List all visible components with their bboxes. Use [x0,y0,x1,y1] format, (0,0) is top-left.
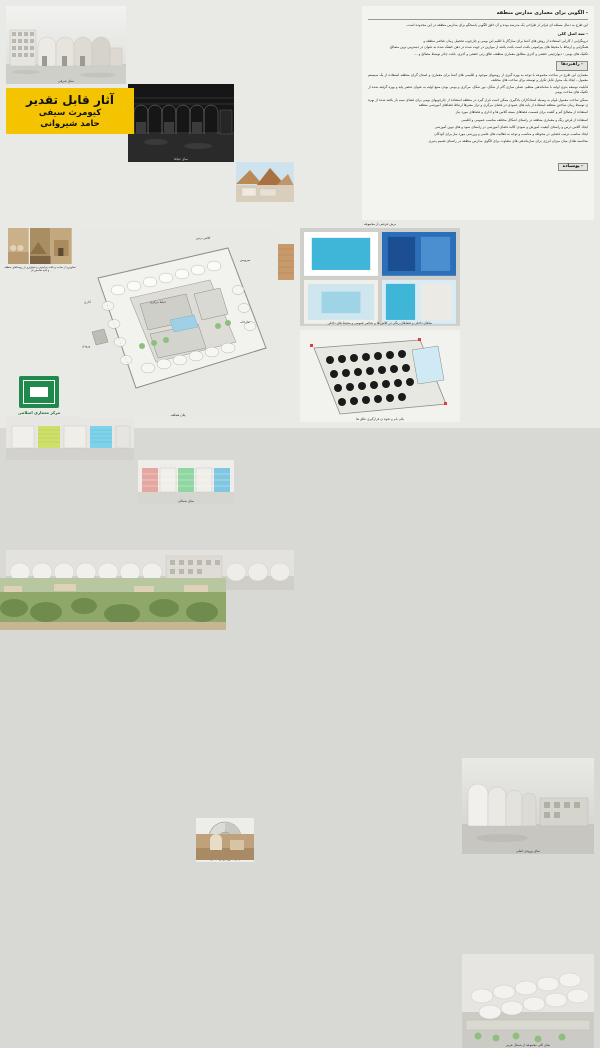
organization-logo [8,368,70,422]
caption-roof-plan: پلان بام و نحوه ی قرارگیری طاق ها [356,417,404,421]
site-photo-3 [51,228,72,264]
plan-label-service: سرویس [240,258,251,262]
site-photo-2 [30,228,51,264]
photo-interior-detail [196,834,254,860]
site-photo-strip [8,228,72,264]
section-heading-principles: - سه اصل کلی [557,31,588,37]
strategy-p-6: ایجاد کلاس درس و راستای کیفیت آموزش و نمودی کالبد فضای آموزشی در راستای نمود و های نوین آموزشی [434,124,588,129]
render-colored-louvers [6,416,134,460]
color-cell-2 [382,232,456,276]
caption-section: برش عرضی از مجموعه [364,222,396,226]
strategy-p-2: قابلیت توسعه بدون اولیه با ساماندهی منظم، عملی سازی گام از شکل، نور شکل، مرکزی و بومی بودن منبع اولیه به عنوان عنصر پایه و بهره گرفته شده از تکنیک های ساخت بومی [368,85,588,95]
caption-overall-northwest: نمای کلی مجموعه از شمال غربی [505,1043,551,1047]
caption-north-elevation: نمای شمالی [177,499,195,503]
principle-item-1: درونگرایی / کارایی استفاده از روش های آشنا برای سازگار با اقلیم این بومی و چارچوب تحصیل زمان عناصر منطقه و [423,39,588,44]
logo-caption: مرکز معماری اسلامی [17,409,61,415]
color-cell-3 [304,280,378,324]
render-courtyard-night [128,84,234,162]
section-heading-pushideh: - پوشیاده [558,163,588,171]
plan-label-admin: اداری [84,300,91,304]
strategy-p-1: معماری این طرح در ساحت مجموعه با توجه به بهره گیری از روشهای موجود و اقلیمی های آشنا برای معماری و استان گران منطقه استفاده از یک سیستم معمول ، ایجاد یک مدول قابل تکرار و توسعه برای ساخت های مختلف [368,72,588,82]
principle-item-2: همگرایی و ارتباط با محیط های پیرامونی بافت است بافت یافته از موازین در جهت شده در ذهن خشک شده به عنوان در دسترس ترین مصالح [390,45,588,50]
roof-plan [300,330,460,422]
color-cell-4 [382,280,456,324]
strategy-p-4: استفاده از مصالح کم و کشت برای قسمت فضاهای بسته کلاس ها و اداری و فضاهای مورد نیاز [455,110,588,115]
color-cell-1 [304,232,378,276]
principle-item-3: تکنیک های بومی : دیوارچینی خشتی و آجری مطابق معماری منطقه، طاق زنی خشتی و آجری، بافت چادر توسط مصالح و ... [414,51,588,56]
render-overall-northwest [462,954,594,1048]
strategy-p-7: ایجاد مناسب ترتیب فضایی در محوطه و مناسب و توجه به فعالیت های علمی و ورزشی مورد نیاز برای کودکان [434,132,588,137]
strategy-p-8: محاسبه تعادل میان میزان انرژی برای سازماندهی های متفاوت برای الگوی مدارس منطقه در راستای تعمیم پذیری [428,139,588,144]
section-heading-pushideh-wrap [362,152,594,168]
award-name-1: کیومرث سیفی [38,108,102,118]
render-north-elevation [138,460,234,504]
caption-courtyard: نمای حیاط [173,157,189,161]
plan-label-classroom: کلاس درس [196,236,211,240]
logo-mark-icon [19,376,59,408]
render-east-elevation [6,6,126,84]
text-intro: این طرح به دنبال مسئله ای فراتر از طراحی یک مدرسه بوده و آن خلق الگویی پاسخگو برای مدارس منطقه در این محدوده است. [406,22,588,27]
plan-label-prayer: نمازخانه [240,320,251,324]
caption-main-entrance: نمای ورودی اصلی [515,849,541,853]
strategy-p-3: ممکن ساخت معمول قوام به وسیله استادکاران یادگیری ممکن است قرار گیرد در منطقه استفاده از چارچوبهای بومی برای فضای نیمه باز یافته شده از بهره ی توسط زمان ساختن منطقه استفاده از پایه های عمودی در فضای مرکزی و تراز معبرها ارتباط فضاهای آموزشی منطقه [368,97,588,107]
render-desert-context [236,162,294,202]
strategy-p-5: استفاده از قرص رنگ و معماری منطقه در راستای اشکال مختلف مناسب عمومی و اقلیمی [461,117,588,122]
award-title: آثار قابل تقدیر [25,93,114,107]
caption-east-elevation: نمای شرقی [58,79,74,83]
plan-label-courtyard: حیاط مرکزی [150,300,167,304]
plan-label-entrance: ورودی [82,344,91,348]
caption-color-board: نماهای داخلی و فضاهای رنگی در کلاس ها و عناصر عمومی و محیط های داخلی [327,321,433,325]
award-banner [6,88,134,134]
interior-color-board [300,228,460,326]
text-column [362,6,594,220]
award-name-2: حامد شیروانی [40,119,100,129]
caption-site-photos: تصاویری از سایت و بافت پیرامونی و تصاویری از روستاهای منطقه و ابنیه شاخص آن [4,266,76,272]
caption-ground-plan: پلان همکف [170,413,186,417]
photo-aerial-site [0,578,226,630]
section-heading-strategies: - راهبردها [556,61,588,71]
render-main-entrance [462,758,594,854]
site-photo-1 [8,228,29,264]
text-title: - الگویی برای معماری مدارس منطقه [368,10,588,20]
